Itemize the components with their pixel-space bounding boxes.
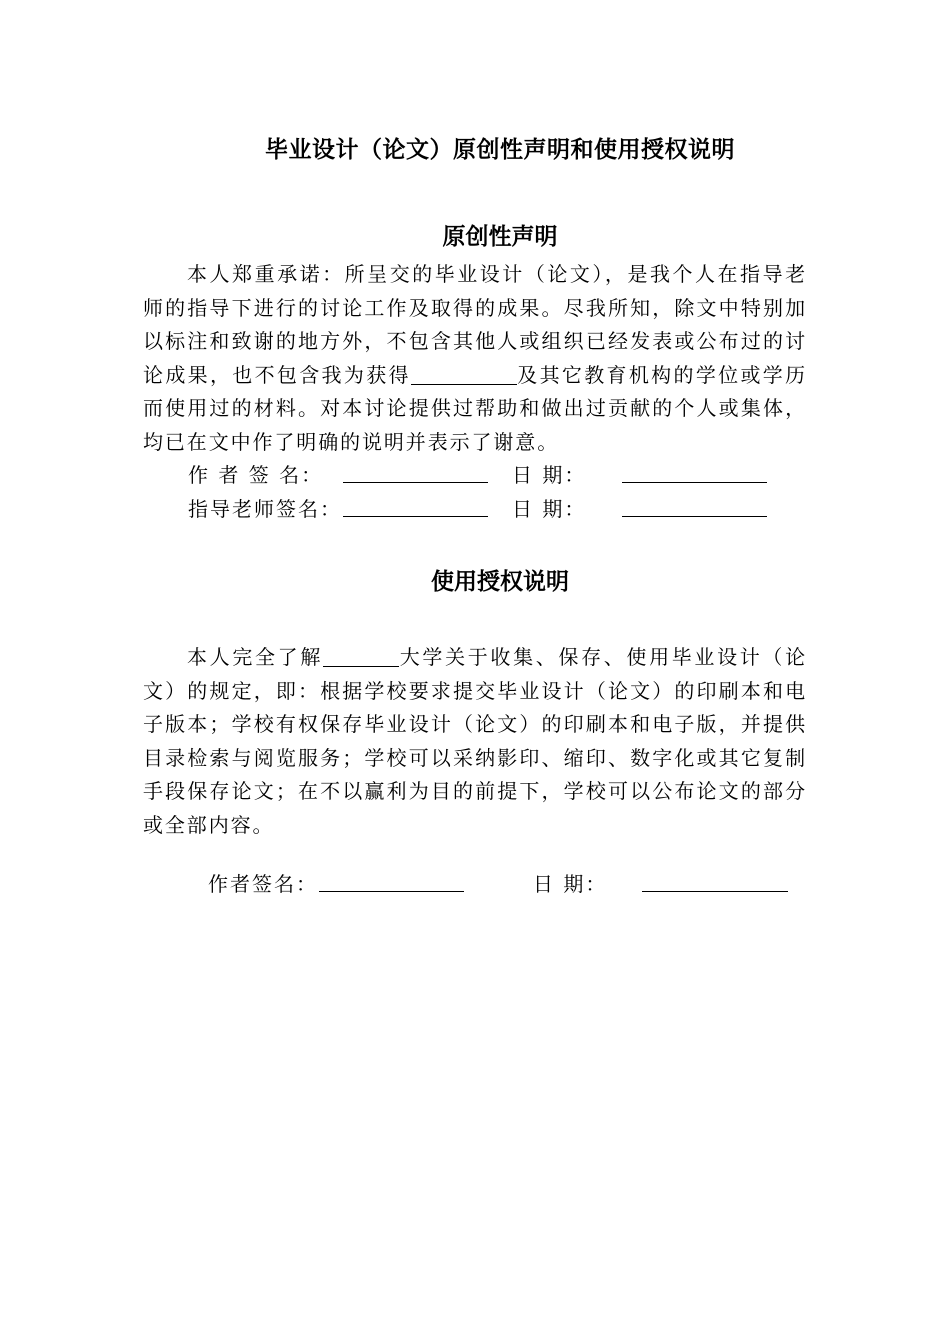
advisor-date-label: 日 期：: [512, 497, 587, 521]
final-author-sign-label: 作者签名：: [208, 872, 318, 896]
originality-text-part1: 本人郑重承诺：所呈交的毕业设计（论文），是我个人在指导老师的指导下进行的讨论工作及取得的成果。尽我所知，除文中特别加以标注和致谢的地方外，不包含其他人或组织已经发表或公布过的讨论成果，也不包含我为获得: [143, 262, 807, 387]
university-blank: [323, 644, 399, 667]
author-sign-label: 作 者 签 名：: [188, 463, 324, 487]
authorization-heading: 使用授权说明: [431, 569, 569, 595]
originality-text-part2: 及其它教育机构的学位或学历而使用过的材料。对本讨论提供过帮助和做出过贡献的个人或集体，均已在文中作了明确的说明并表示了谢意。: [143, 362, 807, 454]
degree-blank: [411, 362, 517, 385]
date-label: 日 期：: [512, 463, 587, 487]
authorization-text-part1: 本人完全了解: [187, 645, 323, 669]
advisor-date-line: [622, 516, 767, 517]
authorization-statement: [143, 641, 807, 842]
author-signature-row: [0, 460, 950, 490]
advisor-sign-label: 指导老师签名：: [188, 497, 342, 521]
advisor-sign-line: [343, 516, 488, 517]
originality-statement: [143, 258, 807, 459]
final-date-line: [642, 891, 788, 892]
advisor-signature-row: [0, 494, 950, 524]
document-title: 毕业设计（论文）原创性声明和使用授权说明: [265, 137, 735, 163]
final-author-sign-line: [319, 891, 464, 892]
authorization-text-part2: 大学关于收集、保存、使用毕业设计（论文）的规定，即：根据学校要求提交毕业设计（论文）的印刷本和电子版本；学校有权保存毕业设计（论文）的印刷本和电子版，并提供目录检索与阅览服务；学校可以采纳影印、缩印、数字化或其它复制手段保存论文；在不以赢利为目的前提下，学校可以公布论文的部分或全部内容。: [143, 645, 807, 837]
date-line: [622, 482, 767, 483]
final-signature-row: [0, 869, 950, 899]
originality-heading: 原创性声明: [442, 224, 558, 250]
author-sign-line: [343, 482, 488, 483]
final-date-label: 日 期：: [533, 872, 608, 896]
